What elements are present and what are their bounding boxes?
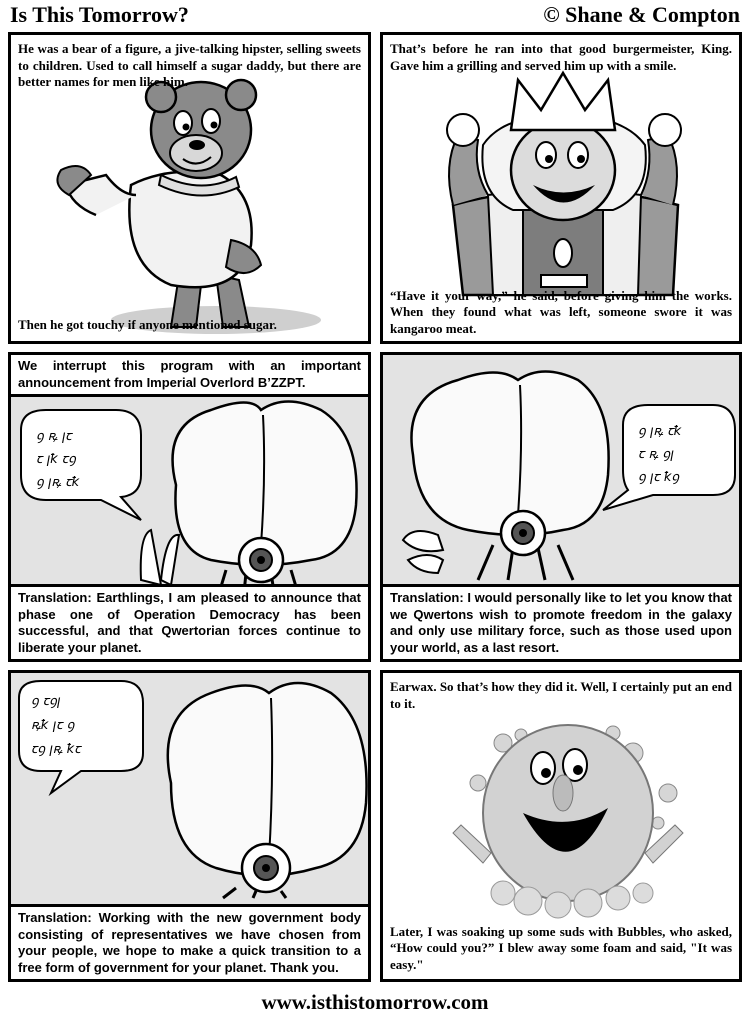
panel-3 (8, 352, 371, 662)
copyright-credit: © Shane & Compton (543, 2, 740, 27)
caption-top: We interrupt this program with an important announcement from Imperial Overlord B’ZZPT. (11, 355, 368, 397)
comic-title: Is This Tomorrow? (10, 2, 189, 27)
caption-top: Earwax. So that’s how they did it. Well, I certainly put an end to it. (390, 679, 733, 711)
caption-bottom: Translation: Working with the new government body consisting of representatives we have chosen from your people, we hope to make a quick transition to a free form of government for your planet. Thank you. (11, 904, 368, 979)
caption-bottom: Translation: I would personally like to let you know that we Qwertons wish to promote freedom in the galaxy and only use military force, such as those used upon your world, as a last resort. (383, 584, 739, 659)
panel-1 (8, 32, 371, 344)
svg-text:ꞇ ꝶ ꝯꞁ: ꞇ ꝶ ꝯꞁ (638, 447, 674, 462)
svg-text:ꞇ ꞁꝁ ꞇꝯ: ꞇ ꞁꝁ ꞇꝯ (36, 452, 76, 467)
panel-4 (380, 352, 742, 662)
caption-top: That’s before he ran into that good burgermeister, King. Gave him a grilling and served him up with a smile. (390, 41, 732, 73)
svg-text:ꝯ ꞇꝯꞁ: ꝯ ꞇꝯꞁ (31, 694, 61, 709)
caption-bottom: Later, I was soaking up some suds with Bubbles, who asked, “How could you?” I blew away some foam and said, "It was easy." (390, 923, 732, 972)
svg-text:ꝶꝁ ꞁꞇ ꝯ: ꝶꝁ ꞁꞇ ꝯ (31, 718, 75, 733)
caption-top: He was a bear of a figure, a jive-talking hipster, selling sweets to children. Used to call himself a sugar daddy, but there are better names for men like him. (18, 41, 361, 89)
svg-text:ꝯ ꞁꝶ ꞇꝁ: ꝯ ꞁꝶ ꞇꝁ (36, 475, 80, 490)
caption-bottom: Translation: Earthlings, I am pleased to announce that phase one of Operation Democracy has been successful, and that Qwertorian forces continue to liberate your planet. (11, 584, 368, 659)
panel-2 (380, 32, 742, 344)
panel-5 (8, 670, 371, 982)
caption-bottom: “Have it your way,” he said, before giving him the works. When they found what was left, someone swore it was kangaroo meat. (390, 287, 732, 336)
svg-text:ꞇꝯ ꞁꝶ ꝁꞇ: ꞇꝯ ꞁꝶ ꝁꞇ (31, 742, 81, 757)
caption-bottom: Then he got touchy if anyone mentioned sugar. (18, 316, 277, 332)
svg-text:ꝯ ꞁꝶ ꞇꝁ: ꝯ ꞁꝶ ꞇꝁ (638, 424, 682, 439)
svg-text:ꝯ ꝶ ꞁꞇ: ꝯ ꝶ ꞁꞇ (36, 429, 72, 444)
footer-url: www.isthistomorrow.com (261, 990, 489, 1014)
panel-6 (380, 670, 742, 982)
svg-text:ꝯ ꞁꞇ ꝁꝯ: ꝯ ꞁꞇ ꝁꝯ (638, 470, 680, 485)
